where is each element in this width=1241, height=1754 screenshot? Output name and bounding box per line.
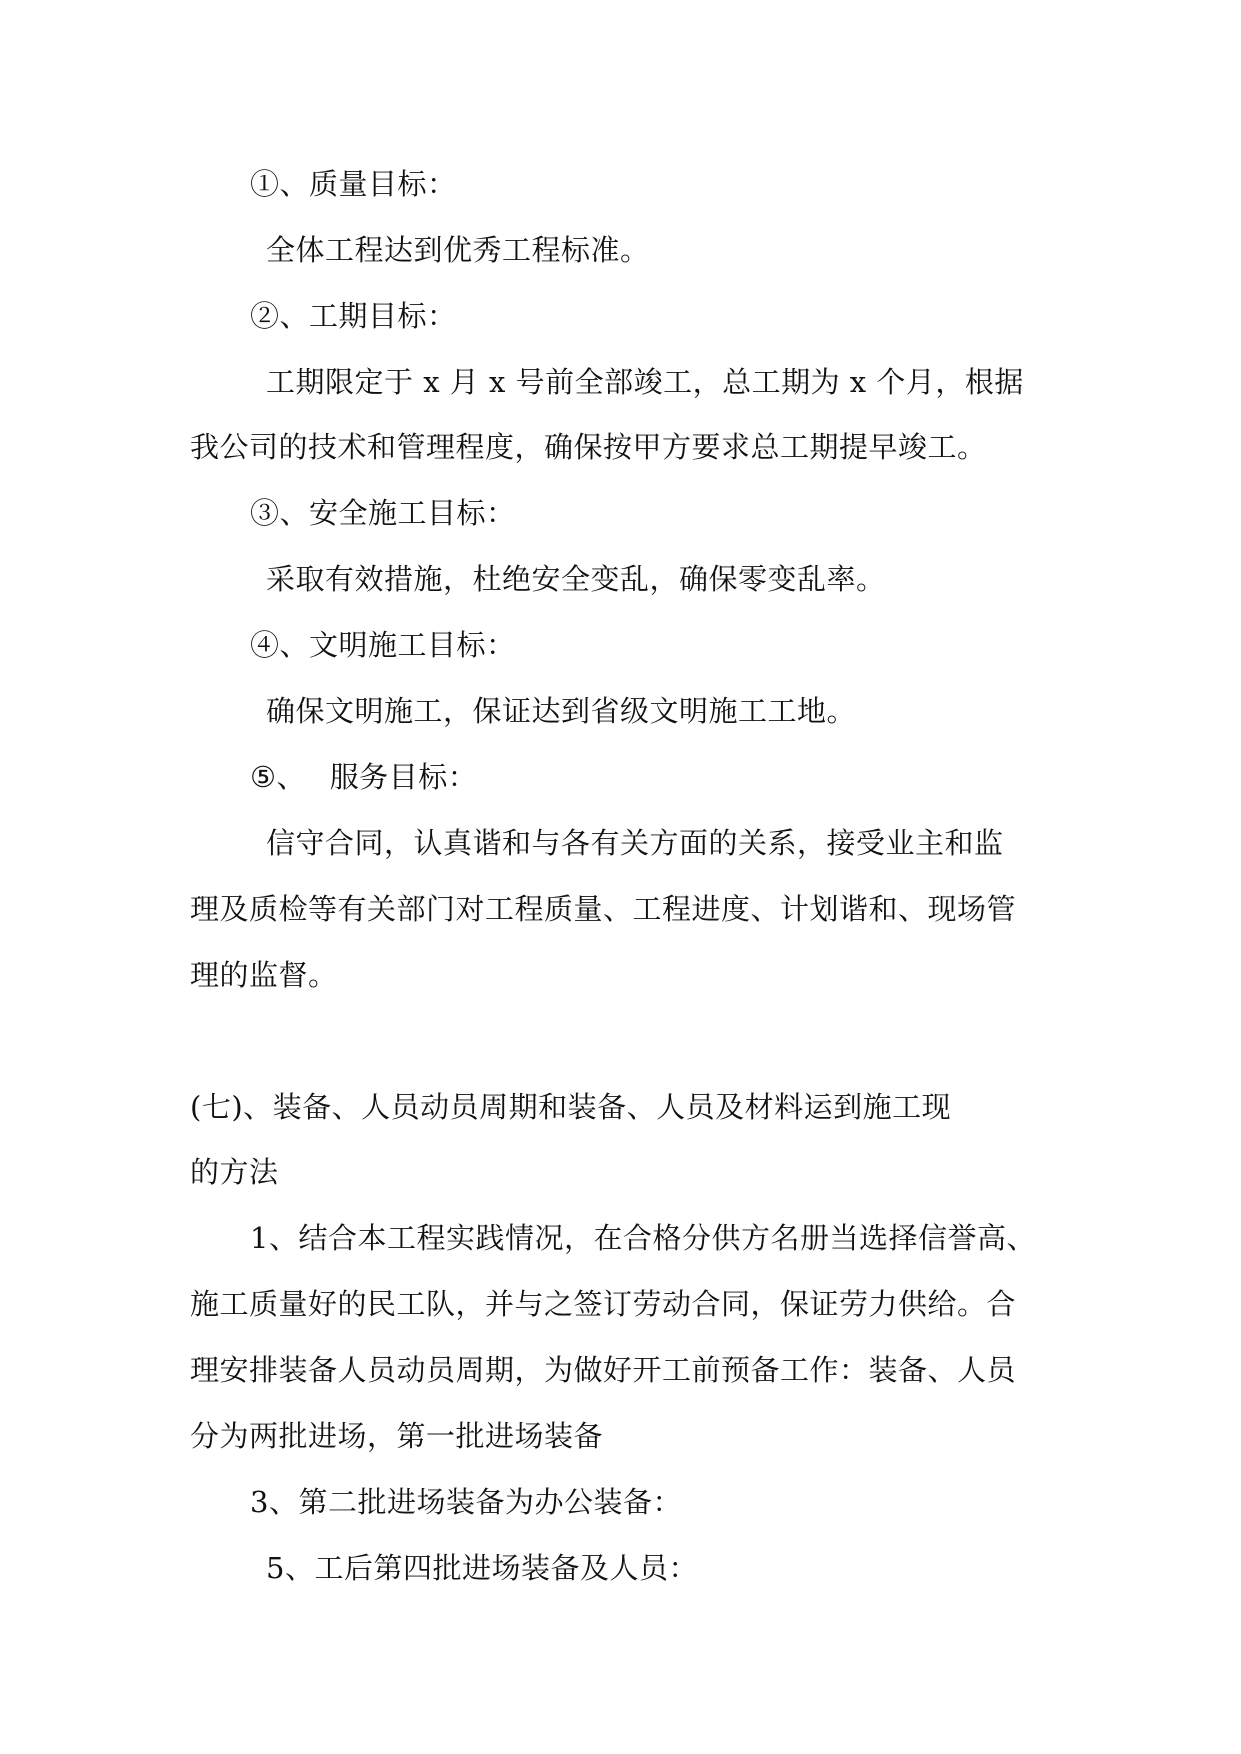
- schedule-goal-text-line2: 我公司的技术和管理程度，确保按甲方要求总工期提早竣工。: [190, 430, 987, 464]
- service-goal-heading: [250, 757, 1130, 797]
- item-3: 3、第二批进场装备为办公装备：: [250, 1485, 682, 1519]
- service-goal-text-line1: 信守合同，认真谐和与各有关方面的关系，接受业主和监: [266, 826, 1004, 860]
- service-goal-number: ⑤、: [250, 760, 306, 794]
- item-1-line1: 1、结合本工程实践情况，在合格分供方名册当选择信誉高、: [250, 1221, 1036, 1255]
- service-goal-text-line3: 理的监督。: [190, 958, 338, 992]
- safety-goal-text: 采取有效措施，杜绝安全变乱，确保零变乱率。: [266, 562, 886, 596]
- section-7-title-line1: (七)、装备、人员动员周期和装备、人员及材料运到施工现: [190, 1090, 952, 1124]
- item-1-line2: 施工质量好的民工队，并与之签订劳动合同，保证劳力供给。合: [190, 1287, 1017, 1321]
- section-7-title-line2: 的方法: [190, 1155, 279, 1189]
- item-5: 5、工后第四批进场装备及人员：: [266, 1551, 698, 1585]
- item-1-line4: 分为两批进场，第一批进场装备: [190, 1419, 604, 1453]
- schedule-goal-text-line1: 工期限定于 x 月 x 号前全部竣工，总工期为 x 个月，根据: [266, 365, 1024, 399]
- item-1-line3: 理安排装备人员动员周期，为做好开工前预备工作：装备、人员: [190, 1353, 1017, 1387]
- quality-goal-heading: ①、质量目标：: [250, 167, 457, 201]
- civil-goal-text: 确保文明施工，保证达到省级文明施工工地。: [266, 694, 857, 728]
- schedule-goal-heading: ②、工期目标：: [250, 299, 457, 333]
- civil-goal-heading: ④、文明施工目标：: [250, 628, 516, 662]
- quality-goal-text: 全体工程达到优秀工程标准。: [266, 233, 650, 267]
- service-goal-label: 服务目标：: [329, 760, 478, 794]
- service-goal-text-line2: 理及质检等有关部门对工程质量、工程进度、计划谐和、现场管: [190, 892, 1017, 926]
- safety-goal-heading: ③、安全施工目标：: [250, 496, 516, 530]
